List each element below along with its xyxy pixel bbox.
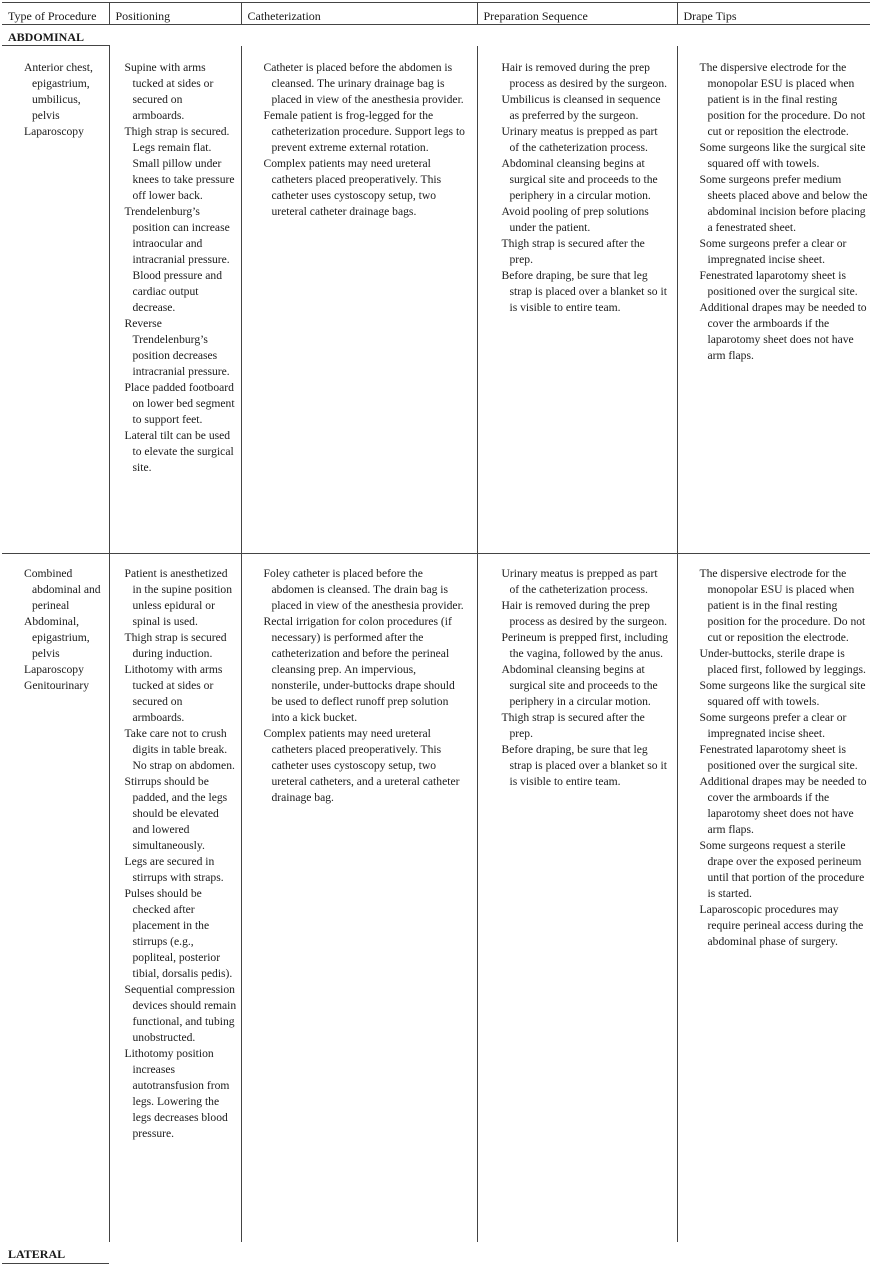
list-item: Trendelenburg’s position can increase intraocular and intracranial pressure. Blood pressure and cardiac output decrease. — [124, 204, 230, 314]
cell-catheterization — [241, 46, 477, 554]
list-item: Lithotomy position increases autotransfusion from legs. Lowering the legs decreases blood pressure. — [124, 1047, 230, 1140]
list-item: Some surgeons like the surgical site squared off with towels. — [699, 679, 866, 708]
cell-drape — [677, 554, 870, 1242]
list-item: Urinary meatus is prepped as part of the catheterization process. — [501, 567, 658, 596]
list-item: Lateral tilt can be used to elevate the surgical site. — [124, 428, 234, 474]
list-item: Thigh strap is secured after the prep. — [501, 711, 645, 740]
list-item: Patient is anesthetized in the supine position unless epidural or spinal is used. — [124, 567, 233, 628]
cell-preparation — [477, 554, 677, 1242]
list-item: Complex patients may need ureteral catheters placed preoperatively. This catheter uses cystoscopy setup, two ureteral catheters, and a ureteral catheter drainage bag. — [263, 727, 460, 804]
cell-catheterization — [241, 554, 477, 1242]
list-item: Genitourinary — [24, 679, 90, 692]
drape-list — [700, 60, 869, 364]
list-item: Laparoscopic procedures may require perineal access during the abdominal phase of surgery. — [699, 903, 864, 948]
table-row — [2, 554, 870, 1242]
list-item: Hair is removed during the prep process as desired by the surgeon. — [501, 60, 668, 90]
list-item: Lithotomy with arms tucked at sides or secured on armboards. — [124, 663, 223, 724]
catheterization-list — [264, 60, 467, 220]
list-item: Sequential compression devices should remain functional, and tubing unobstructed. — [124, 983, 237, 1044]
list-item: Foley catheter is placed before the abdomen is cleansed. The drain bag is placed in view of the anesthesia provider. — [263, 567, 464, 612]
list-item: Umbilicus is cleansed in sequence as preferred by the surgeon. — [501, 92, 661, 122]
cell-positioning — [109, 554, 241, 1242]
section-row-abdominal — [2, 25, 870, 46]
list-item: Complex patients may need ureteral catheters placed preoperatively. This catheter uses cystoscopy setup, two ureteral catheter drainage bags. — [263, 156, 442, 218]
list-item: Supine with arms tucked at sides or secured on armboards. — [124, 60, 214, 122]
list-item: Hair is removed during the prep process as desired by the surgeon. — [501, 599, 668, 628]
list-item: Fenestrated laparotomy sheet is positioned over the surgical site. — [699, 743, 858, 772]
list-item: Laparoscopy — [24, 663, 84, 676]
list-item: Thigh strap is secured after the prep. — [501, 236, 645, 266]
list-item: Urinary meatus is prepped as part of the catheterization process. — [501, 124, 658, 154]
cell-drape — [677, 46, 870, 554]
section-row-lateral — [2, 1242, 870, 1264]
type-list — [24, 60, 103, 140]
list-item: Some surgeons prefer medium sheets placed above and below the abdominal incision before placing a fenestrated sheet. — [699, 172, 868, 234]
preparation-list — [502, 60, 669, 316]
list-item: Some surgeons like the surgical site squared off with towels. — [699, 140, 866, 170]
section-label-lateral: LATERAL — [2, 1242, 109, 1264]
header-preparation: Preparation Sequence — [477, 3, 677, 25]
list-item: Under-buttocks, sterile drape is placed first, followed by leggings. — [699, 647, 866, 676]
list-item: Some surgeons request a sterile drape over the exposed perineum until that portion of the procedure is started. — [699, 839, 865, 900]
preparation-list — [502, 566, 669, 790]
list-item: Stirrups should be padded, and the legs should be elevated and lowered simultaneously. — [124, 775, 228, 852]
list-item: The dispersive electrode for the monopolar ESU is placed when patient is in the final resting position for the procedure. Do not cut or reposition the electrode. — [699, 60, 866, 138]
type-list — [24, 566, 103, 694]
cell-type — [2, 46, 109, 554]
list-item: Laparoscopy — [24, 125, 84, 138]
list-item: Reverse Trendelenburg’s position decreases intracranial pressure. — [124, 316, 230, 378]
list-item: Abdominal cleansing begins at surgical site and proceeds to the periphery in a circular motion. — [501, 663, 658, 708]
list-item: Thigh strap is secured during induction. — [124, 631, 227, 660]
list-item: Female patient is frog-legged for the catheterization procedure. Support legs to prevent extreme external rotation. — [263, 108, 465, 154]
list-item: Pulses should be checked after placement in the stirrups (e.g., popliteal, posterior tibial, dorsalis pedis). — [124, 887, 233, 980]
cell-type — [2, 554, 109, 1242]
list-item: Abdominal, epigastrium, pelvis — [24, 615, 90, 660]
header-row — [2, 3, 870, 25]
list-item: Additional drapes may be needed to cover the armboards if the laparotomy sheet does not have arm flaps. — [699, 300, 867, 362]
list-item: Fenestrated laparotomy sheet is positioned over the surgical site. — [699, 268, 858, 298]
list-item: Perineum is prepped first, including the vagina, followed by the anus. — [501, 631, 668, 660]
list-item: Anterior chest, epigastrium, umbilicus, pelvis — [24, 61, 93, 122]
positioning-list — [125, 60, 237, 476]
section-label-abdominal: ABDOMINAL — [2, 25, 109, 46]
list-item: Rectal irrigation for colon procedures (if necessary) is performed after the catheterization and before the perineal cleansing prep. An impervious, nonsterile, under-buttocks drape should be used to deflect runoff prep solution into a kick bucket. — [263, 615, 455, 724]
cell-positioning — [109, 46, 241, 554]
header-catheterization: Catheterization — [241, 3, 477, 25]
cell-preparation — [477, 46, 677, 554]
header-positioning: Positioning — [109, 3, 241, 25]
list-item: Before draping, be sure that leg strap is placed over a blanket so it is visible to entire team. — [501, 743, 667, 788]
list-item: Some surgeons prefer a clear or impregnated incise sheet. — [699, 711, 847, 740]
list-item: Combined abdominal and perineal — [24, 567, 101, 612]
procedure-table — [2, 2, 870, 1264]
list-item: Additional drapes may be needed to cover the armboards if the laparotomy sheet does not have arm flaps. — [699, 775, 867, 836]
positioning-list — [125, 566, 237, 1142]
list-item: Legs are secured in stirrups with straps. — [124, 855, 224, 884]
list-item: Catheter is placed before the abdomen is cleansed. The urinary drainage bag is placed in view of the anesthesia provider. — [263, 60, 464, 106]
catheterization-list — [264, 566, 467, 806]
header-drape: Drape Tips — [677, 3, 870, 25]
list-item: Take care not to crush digits in table break. No strap on abdomen. — [124, 727, 235, 772]
list-item: Place padded footboard on lower bed segment to support feet. — [124, 380, 235, 426]
list-item: Abdominal cleansing begins at surgical site and proceeds to the periphery in a circular motion. — [501, 156, 658, 202]
table-row — [2, 46, 870, 554]
list-item: Some surgeons prefer a clear or impregnated incise sheet. — [699, 236, 847, 266]
list-item: The dispersive electrode for the monopolar ESU is placed when patient is in the final resting position for the procedure. Do not cut or reposition the electrode. — [699, 567, 866, 644]
list-item: Avoid pooling of prep solutions under the patient. — [501, 204, 649, 234]
list-item: Thigh strap is secured. Legs remain flat. Small pillow under knees to take pressure off lower back. — [124, 124, 235, 202]
drape-list — [700, 566, 869, 950]
list-item: Before draping, be sure that leg strap is placed over a blanket so it is visible to entire team. — [501, 268, 667, 314]
header-type: Type of Procedure — [2, 3, 109, 25]
